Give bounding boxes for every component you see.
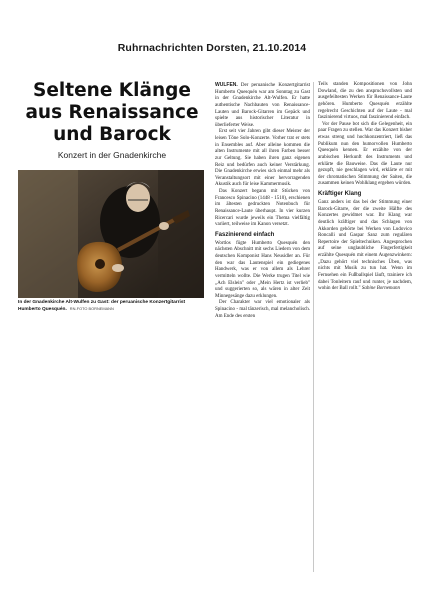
caption-text: In der Gnadenkirche Alt-Wulfen zu Gast: der peruanische Konzertgitarrist Humberto Quesquén. bbox=[18, 300, 186, 313]
dateline: WULFEN. bbox=[215, 82, 238, 88]
newspaper-masthead: Ruhrnachrichten Dorsten, 21.10.2014 bbox=[117, 42, 307, 54]
section-heading: Kräftiger Klang bbox=[318, 191, 362, 197]
author-signature: Sabine Bornemann bbox=[361, 286, 401, 292]
article-column-1 bbox=[215, 82, 310, 320]
article-column-2 bbox=[318, 82, 412, 293]
article-headline bbox=[14, 80, 210, 146]
article-paragraph: Vor der Pause bot sich die Gelegenheit, ein paar Fragen zu stellen. War das Konzert bisher etwas streng und hochkonzentriert, ließ das Publikum nun den humorvollen Humberto Quesquén kennen. Er erzählte von der arabischen Herkunft des Instruments und erklärte die Bauweise. Das die Laute nur gezupft, nie geschlagen wird, erklärte er mit der chromatischen Stimmung der Saiten, die zusammen keinen Wohlklang ergeben würden. bbox=[318, 121, 412, 187]
article-subtitle: Konzert in der Gnadenkirche bbox=[57, 150, 167, 160]
article-paragraph: Das Konzert begann mit Stücken von Francesco Spinacino (1448 - 1510), erschienen im ältesten gedruckten Notenbuch für Renaissance-Laute überhaupt. In vier kurzen Ricercari wurde jeweils ein Thema vielfältig variiert, teilweise im Kanon versetzt. bbox=[215, 189, 310, 228]
section-heading: Faszinierend einfach bbox=[215, 231, 275, 238]
guitarist-photo bbox=[18, 170, 204, 298]
headline-line-2: aus Renaissance bbox=[25, 102, 199, 123]
headline-line-3: und Barock bbox=[53, 124, 171, 145]
article-paragraph: WULFEN. Der peruanische Konzertgitarrist Humberto Quesquén war am Sonntag zu Gast in der Gnadenkirche Alt-Wulfen. Er hatte authentische Nachbauten von Renaissance-Lauten und Barock-Gitarren im Gepäck und spielte aus historischer Literatur in überlieferter Weise. bbox=[215, 82, 310, 128]
article-paragraph: Teils standen Kompositionen von John Dowland, die zu den anspruchsvollsten und ausgefeiltesten Werken für Renaissance-Laute gehören. Humberto Quesquén erzählte regelrecht Geschichten auf der Laute - mal faszinierend virtuos, mal faszinierend einfach. bbox=[318, 82, 412, 121]
column-divider bbox=[313, 82, 314, 572]
article-paragraph: Der Charakter war viel emotionaler als Spinacino - mal tänzerisch, mal melancholisch. Am Ende des ersten bbox=[215, 300, 310, 319]
article-paragraph: Ganz anders ist das bei der Stimmung einer Barock-Gitarre, der die zweite Hälfte des Konzertes gewidmet war. Ihr Klang war deutlich kräftiger und das Schlagen von Akkorden gehörte bei Werken von Ludovico Roncalli und Gaspar Sanz zum regulären Repertoire der Spieltechniken. Angesprochen auf seine unglaubliche Fingerfertigkeit erzählte Quesquén mit einem Augenzwinkern: „Dazu gehört viel technisches Üben, was nichts mit Musik zu tun hat. Wenn im Fernsehen ein Fußballspiel läuft, trainiere ich dabei Tonleitern rauf und runter, je nachdem, wohin der Ball rollt." Sabine Bornemann bbox=[318, 200, 412, 292]
photo-caption bbox=[18, 300, 204, 314]
article-paragraph: Wortlos fügte Humberto Quesquén den nächsten Abschnitt mit sechs Liedern von dem deutschen Komponist Hans Neusidler an. Für den war das Lautenspiel ein gediegenes Handwerk, was er von allem als Lehrer vermitteln wollte. Die Werke trugen Titel wie „Ach Elslein" oder „Mein Hertz ist verlieb" und suggerierten so, als wären in alter Zeit Minnegesänge dazu erklungen. bbox=[215, 240, 310, 299]
photo-credit: RN-FOTO BORNEMANN bbox=[69, 306, 114, 312]
article-paragraph: Erst seit vier Jahren gibt dieser Meister der leisen Töne Solo-Konzerte. Vorher trat er stets in Ensembles auf. Aber alleine kommen die alten Instrumente mit all ihren Farben besser zur Geltung. Sie haben ihren ganz eigenen Reiz und bedürfen auch keiner Verstärkung. Die Gnadenkirche erwies sich einmal mehr als Veranstaltungsort mit einer hervorragenden Akustik auch für leise Kammermusik. bbox=[215, 129, 310, 188]
headline-line-1: Seltene Klänge bbox=[33, 80, 191, 101]
